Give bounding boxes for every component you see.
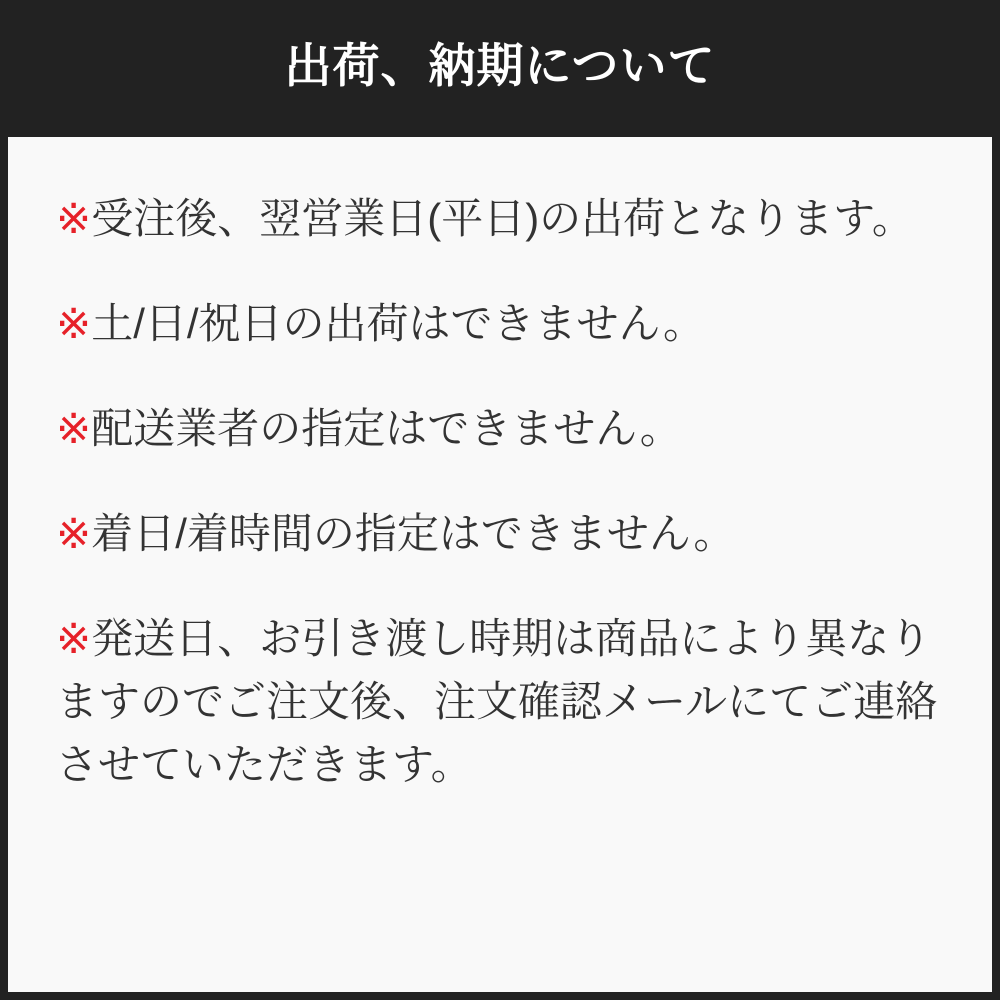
note-item-shipping-next-day	[56, 187, 944, 250]
note-item-no-weekend-shipping	[56, 292, 944, 355]
reference-mark-icon: ※	[56, 615, 92, 662]
note-text: 着日/着時間の指定はできません。	[91, 510, 736, 557]
note-text: 配送業者の指定はできません。	[91, 405, 682, 452]
note-text: 受注後、翌営業日(平日)の出荷となります。	[91, 195, 914, 242]
reference-mark-icon: ※	[56, 300, 92, 347]
note-item-ship-date-varies	[56, 607, 944, 796]
reference-mark-icon: ※	[56, 195, 92, 242]
note-text: 発送日、お引き渡し時期は商品により異なりますのでご注文後、注文確認メールにてご連絡させていただきます。	[56, 615, 938, 788]
reference-mark-icon: ※	[56, 510, 92, 557]
header-banner	[0, 0, 1000, 137]
note-item-no-delivery-date-choice	[56, 502, 944, 565]
note-text: 土/日/祝日の出荷はできません。	[91, 300, 706, 347]
page-title: 出荷、納期について	[284, 39, 716, 92]
note-item-no-carrier-choice	[56, 397, 944, 460]
notice-panel	[8, 137, 992, 992]
reference-mark-icon: ※	[56, 405, 92, 452]
